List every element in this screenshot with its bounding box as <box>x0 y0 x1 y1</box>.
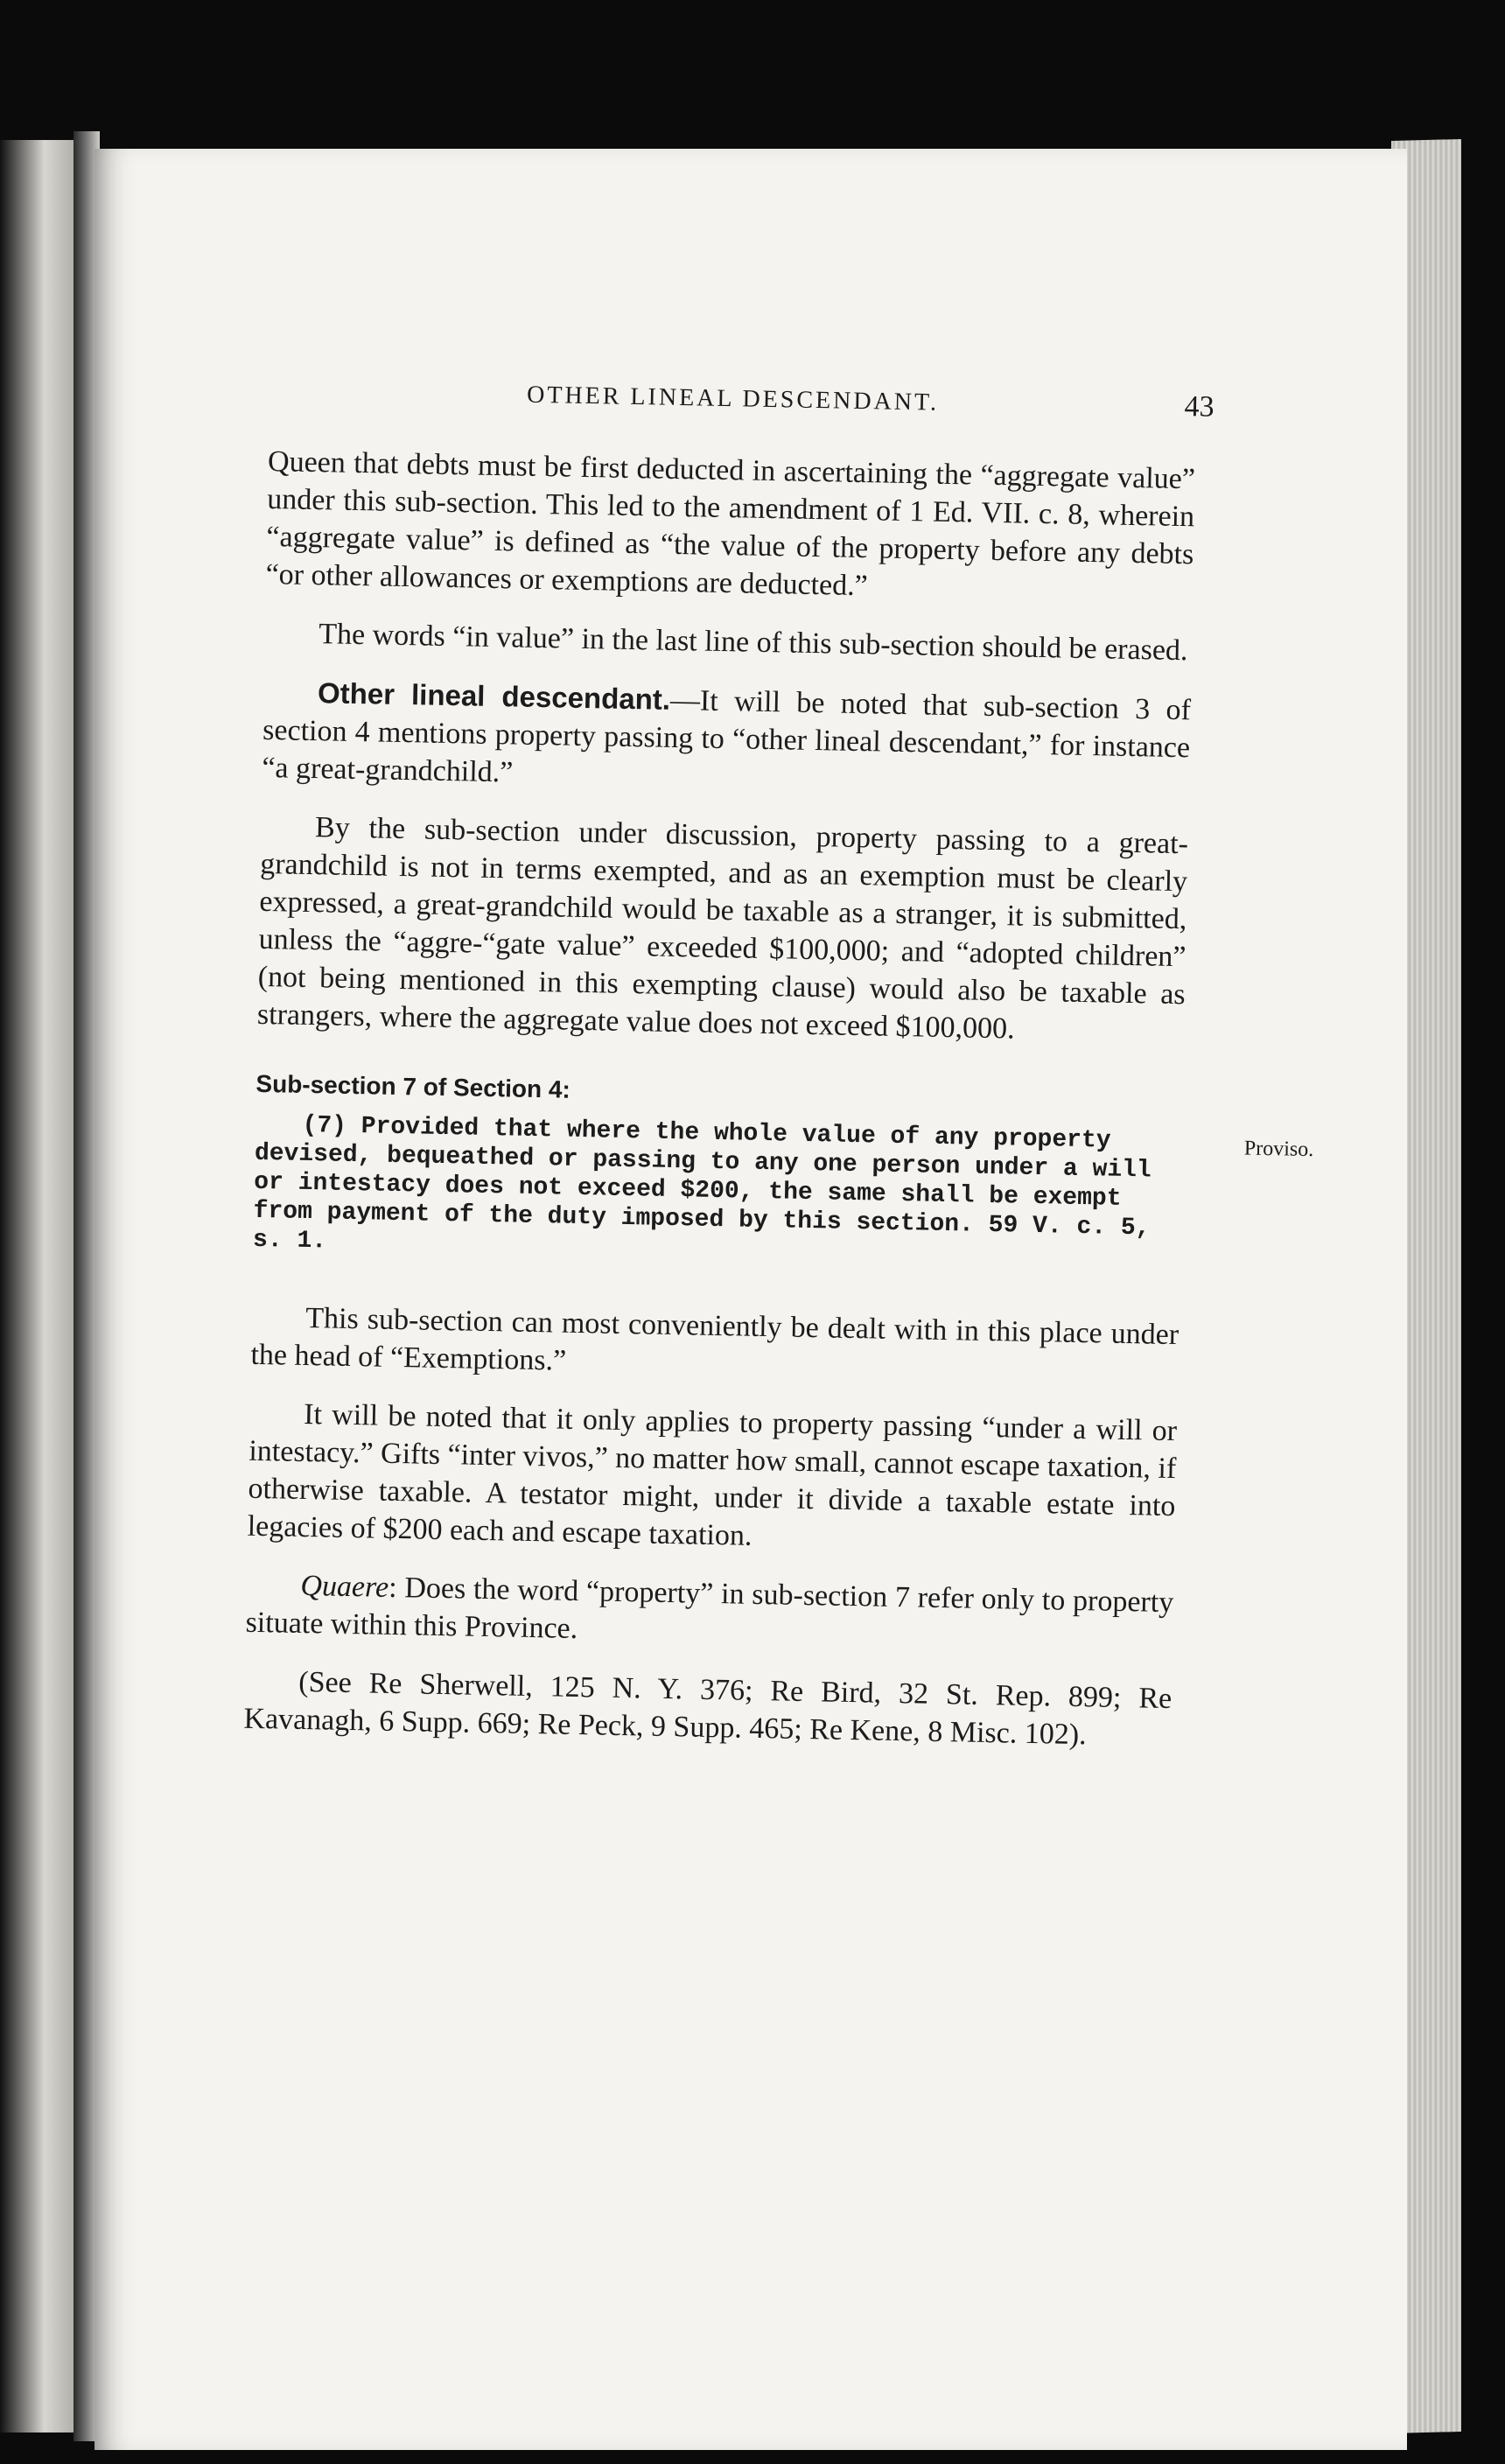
margin-note: Proviso. <box>1243 1137 1314 1162</box>
page-content <box>243 376 1314 1776</box>
paragraph-citations: (See Re Sherwell, 125 N. Y. 376; Re Bird, 32 St. Rep. 899; Re Kavanagh, 6 Supp. 669; Re Peck, 9 Supp. 465; Re Kene, 8 Misc. 102). <box>243 1665 1172 1752</box>
section-lead-heading: Other lineal descendant. <box>317 676 671 716</box>
running-title: OTHER LINEAL DESCENDANT. <box>526 381 940 416</box>
paragraph-body: —It will be noted that sub-section 3 of section 4 mentions property passing to “other lineal descendant,” for instance “a great-grandchild.” <box>262 683 1192 789</box>
paragraph-great-grandchild: By the sub-section under discussion, property passing to a great-grandchild is not in terms exempted, and as an exemption must be clearly expressed, a great-grandchild would be taxable as a stranger, it is submitted, unless the “aggre-“gate value” exceeded $100,000; and “adopted children” (not being mentioned in this exempting clause) would also be taxable as strangers, where the aggregate value does not exceed $100,000. <box>256 811 1189 1046</box>
statute-body: (7) Provided that where the whole value of any property devised, bequeathed or passing to any one person under a will or intestacy does not exceed $200, the same shall be exempt from payment of the duty imposed by this section. 59 V. c. 5, s. 1. <box>252 1111 1152 1256</box>
paragraph-erasure-note: The words “in value” in the last line of this sub-section should be erased. <box>318 618 1188 668</box>
subsection-heading: Sub-section 7 of Section 4: <box>256 1069 571 1103</box>
paragraph-exemptions: This sub-section can most conveniently be dealt with in this place under the head of “Exemptions.” <box>250 1301 1180 1377</box>
facing-page-edge <box>0 140 80 2432</box>
paragraph-quaere <box>245 1566 1173 1659</box>
quaere-lead: Quaere <box>300 1569 389 1604</box>
page-number: 43 <box>1184 390 1214 424</box>
paragraph-continuation: Queen that debts must be first deducted in ascertaining the “aggregate value” under this sub-section. This led to the amendment of 1 Ed. VII. c. 8, wherein “aggregate value” is defined as “the value of the property before any debts “or other allowances or exemptions are deducted.” <box>265 444 1196 603</box>
paragraph-will-intestacy: It will be noted that it only applies to property passing “under a will or intestacy.” Gifts “inter vivos,” no matter how small, cannot escape taxation, if otherwise taxable. A testator might, under it divide a taxable estate into legacies of $200 each and escape taxation. <box>247 1397 1178 1552</box>
statute-text <box>252 1110 1314 1272</box>
book-page <box>94 149 1407 2450</box>
running-head <box>269 376 1214 438</box>
paragraph-other-lineal <box>262 673 1191 804</box>
paragraph-body: : Does the word “property” in sub-section 7 refer only to property situate within this Province. <box>245 1571 1174 1646</box>
